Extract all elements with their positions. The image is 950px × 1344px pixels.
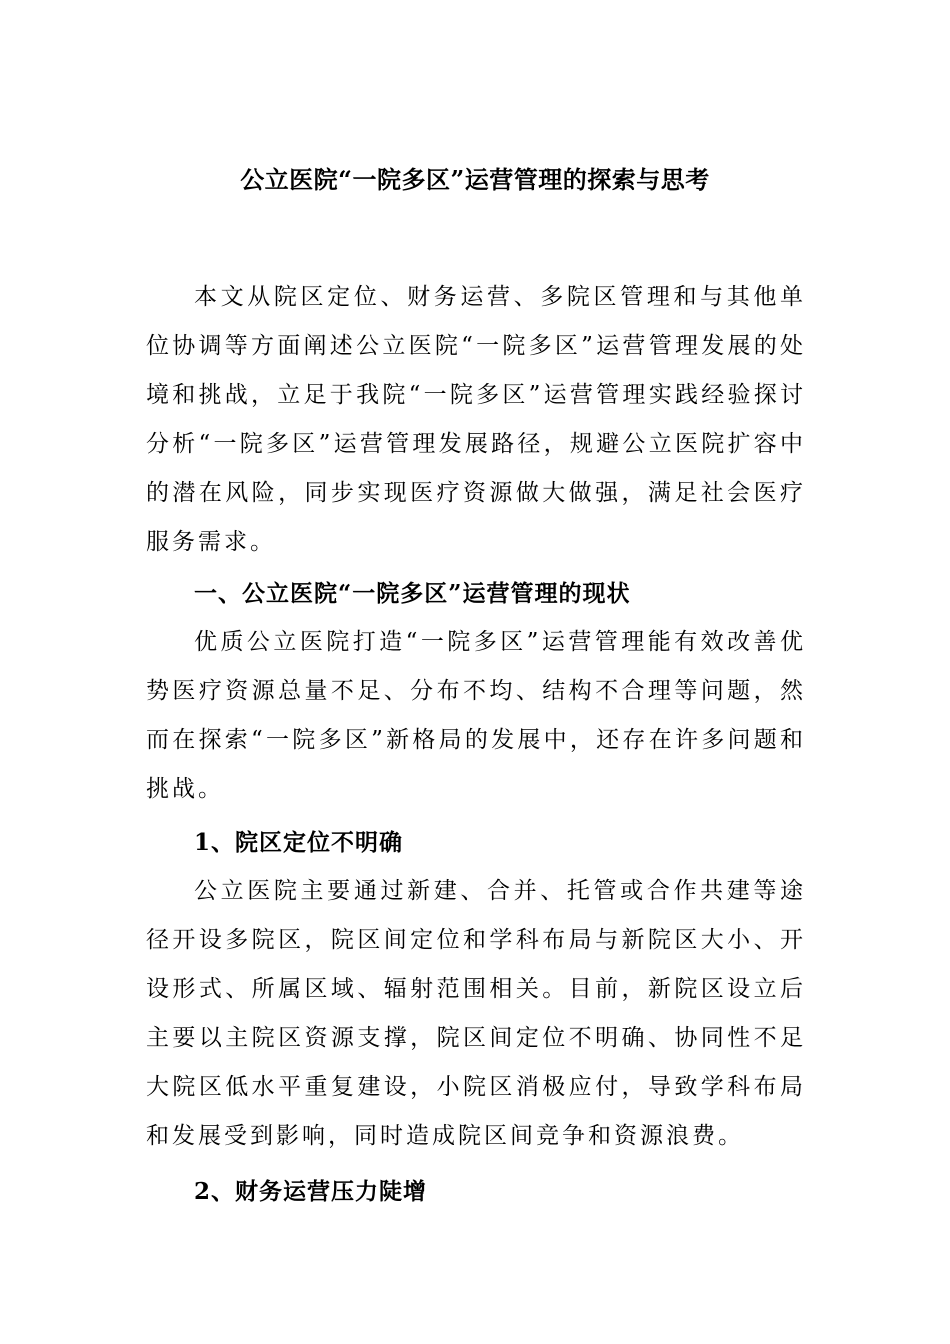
section-paragraph-1: 优质公立医院打造“一院多区”运营管理能有效改善优势医疗资源总量不足、分布不均、结构不合理等问题，然而在探索“一院多区”新格局的发展中，还存在许多问题和挑战。 — [146, 629, 806, 802]
abstract-paragraph: 本文从院区定位、财务运营、多院区管理和与其他单位协调等方面阐述公立医院“一院多区”运营管理发展的处境和挑战，立足于我院“一院多区”运营管理实践经验探讨分析“一院多区”运营管理发展路径，规避公立医院扩容中的潜在风险，同步实现医疗资源做大做强，满足社会医疗服务需求。 — [146, 284, 806, 555]
subsection-heading-2: 2、财务运营压力陡增 — [194, 1178, 428, 1205]
subsection-heading-1: 1、院区定位不明确 — [194, 829, 404, 856]
document-title: 公立医院“一院多区”运营管理的探索与思考 — [240, 165, 710, 194]
section-heading-1: 一、公立医院“一院多区”运营管理的现状 — [194, 580, 631, 607]
subsection-paragraph-1: 公立医院主要通过新建、合并、托管或合作共建等途径开设多院区，院区间定位和学科布局与新院区大小、开设形式、所属区域、辐射范围相关。目前，新院区设立后主要以主院区资源支撑，院区间定位不明确、协同性不足大院区低水平重复建设，小院区消极应付，导致学科布局和发展受到影响，同时造成院区间竞争和资源浪费。 — [146, 878, 806, 1149]
